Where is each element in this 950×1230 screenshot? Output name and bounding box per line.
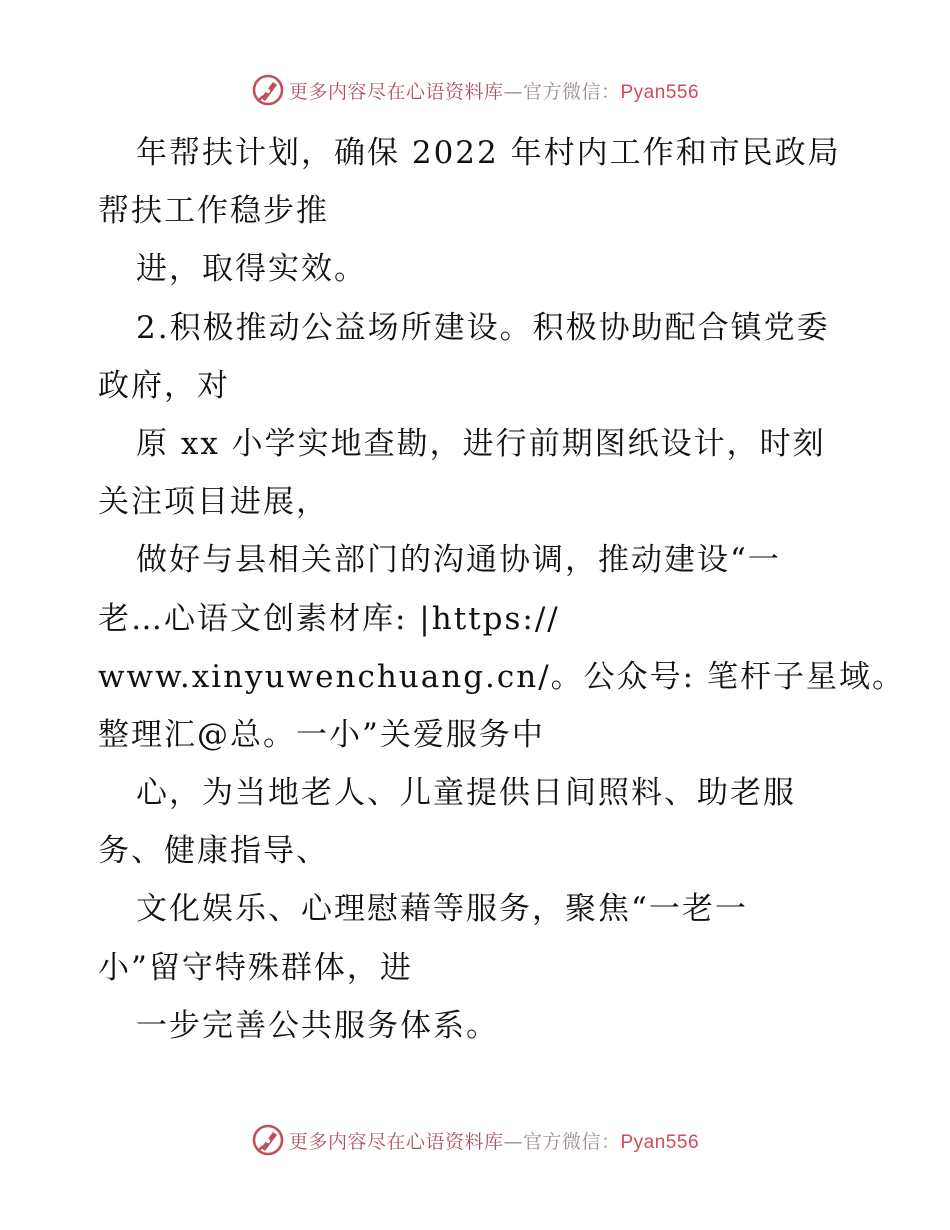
footer-watermark bbox=[0, 1120, 950, 1160]
text-line: 心，为当地老人、儿童提供日间照料、助老服 bbox=[136, 775, 796, 812]
text-line: 政府，对 bbox=[98, 367, 230, 404]
text-line: 文化娱乐、心理慰藉等服务，聚焦“一老一 bbox=[136, 891, 748, 928]
text-line: 进，取得实效。 bbox=[136, 251, 367, 288]
watermark-main: 更多内容尽在心语资料库 bbox=[288, 80, 504, 103]
watermark-wechat-id: Pyan556 bbox=[620, 81, 700, 103]
text-line: 2.积极推动公益场所建设。积极协助配合镇党委 bbox=[136, 309, 830, 346]
text-line: 小”留守特殊群体，进 bbox=[98, 949, 413, 986]
text-line: www.xinyuwenchuang.cn/。公众号: 笔杆子星域。 bbox=[98, 658, 905, 695]
document-body bbox=[98, 124, 905, 1055]
pen-nib-circle-icon bbox=[251, 73, 285, 107]
text-line: 一步完善公共服务体系。 bbox=[136, 1007, 499, 1044]
text-line: 年帮扶计划，确保 2022 年村内工作和市民政局 bbox=[136, 135, 841, 171]
watermark-text bbox=[289, 77, 699, 104]
text-line: 务、健康指导、 bbox=[98, 833, 329, 870]
watermark-wechat-label: 官方微信： bbox=[522, 80, 621, 103]
text-line: 原 xx 小学实地查勘，进行前期图纸设计，时刻 bbox=[136, 425, 826, 462]
watermark-main: 更多内容尽在心语资料库 bbox=[288, 1130, 504, 1153]
watermark-text bbox=[289, 1127, 699, 1154]
header-watermark bbox=[0, 70, 950, 110]
watermark-dash: — bbox=[503, 80, 523, 103]
text-line: 整理汇@总。一小”关爱服务中 bbox=[98, 716, 545, 753]
text-line: 老…心语文创素材库: |https:// bbox=[98, 600, 560, 637]
text-line: 关注项目进展， bbox=[98, 484, 329, 521]
watermark-dash: — bbox=[503, 1130, 523, 1153]
watermark-wechat-label: 官方微信： bbox=[522, 1130, 621, 1153]
watermark-wechat-id: Pyan556 bbox=[620, 1131, 700, 1153]
pen-nib-circle-icon bbox=[251, 1123, 285, 1157]
text-line: 帮扶工作稳步推 bbox=[98, 193, 329, 230]
text-line: 做好与县相关部门的沟通协调，推动建设“一 bbox=[136, 542, 781, 579]
